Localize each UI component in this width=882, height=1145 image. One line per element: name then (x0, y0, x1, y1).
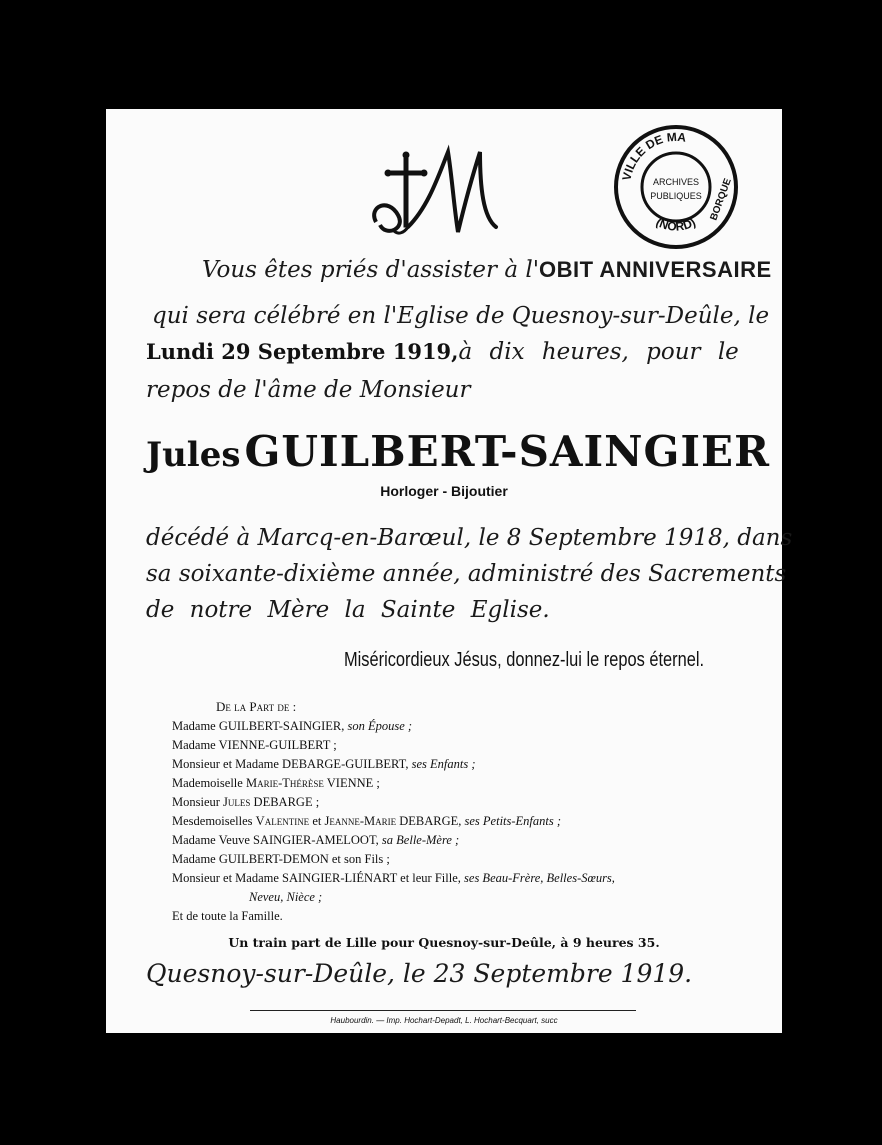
stamp-center-1: ARCHIVES (652, 177, 700, 187)
family-name: Madame VIENNE-GUILBERT ; (172, 738, 337, 752)
family-first-name: Jules (223, 795, 251, 809)
deceased-last-name: GUILBERT-SAINGIER (244, 427, 770, 476)
family-row-1 (172, 719, 412, 734)
family-name: Monsieur et Madame DEBARGE-GUILBERT, (172, 757, 409, 771)
family-name: Monsieur et Madame SAINGIER-LIÉNART et leur Fille, (172, 871, 461, 885)
family-title: Mesdemoiselles (172, 814, 253, 828)
invitation-line-1 (202, 257, 772, 283)
cross-icon (385, 152, 427, 227)
monogram (368, 137, 508, 247)
deceased-name (146, 427, 770, 476)
family-row-4 (172, 776, 380, 791)
obituary-card (106, 109, 793, 1033)
family-row-11: Et de toute la Famille. (172, 909, 283, 923)
family-row-5 (172, 795, 319, 810)
prayer: Miséricordieux Jésus, donnez-lui le repos éternel. (344, 649, 705, 671)
family-row-2 (172, 738, 337, 753)
obit-title: OBIT ANNIVERSAIRE (539, 257, 772, 282)
family-row-9 (172, 871, 615, 886)
invitation-line-3 (146, 339, 739, 365)
family-title: Monsieur (172, 795, 220, 809)
family-title: Mademoiselle (172, 776, 243, 790)
stamp-ring-text: VILLE DE MA (619, 129, 687, 182)
family-row-3 (172, 757, 476, 772)
family-name: DEBARGE ; (253, 795, 320, 809)
family-relation: ses Petits-Enfants ; (464, 814, 562, 828)
family-relation: son Épouse ; (347, 719, 413, 733)
family-name: DEBARGE, (399, 814, 462, 828)
family-first-name: Valentine (255, 814, 310, 828)
deceased-profession: Horloger - Bijoutier (380, 483, 508, 499)
svg-text:(NORD) (654, 215, 698, 234)
family-row-10: Neveu, Nièce ; (249, 890, 323, 904)
family-relation: ses Enfants ; (411, 757, 476, 771)
family-row-8 (172, 852, 390, 867)
stamp-ring-bottom: (NORD) (653, 214, 698, 234)
family-name: VIENNE ; (326, 776, 380, 790)
divider (250, 1010, 636, 1011)
svg-text:VILLE DE MA (619, 130, 687, 182)
train-notice: Un train part de Lille pour Quesnoy-sur-Deûle, à 9 heures 35. (228, 935, 660, 950)
details-line-2: sa soixante-dixième année, administré des Sacrements (146, 561, 787, 587)
details-line-1: décédé à Marcq-en-Barœul, le 8 Septembre 1918, dans (146, 525, 793, 551)
family-conjunction: et (312, 814, 322, 828)
details-line-3: de notre Mère la Sainte Eglise. (146, 597, 550, 623)
family-relation: sa Belle-Mère ; (381, 833, 460, 847)
invitation-text: Vous êtes priés d'assister à l' (202, 257, 540, 283)
invitation-line-4: repos de l'âme de Monsieur (146, 377, 471, 403)
family-relation: ses Beau-Frère, Belles-Sœurs, (464, 871, 615, 885)
family-first-name: Jeanne-Marie (324, 814, 397, 828)
printer-credit: Haubourdin. — Imp. Hochart-Depadt, L. Hochart-Becquart, succ (330, 1016, 558, 1025)
family-row-7 (172, 833, 459, 848)
service-date: Lundi 29 Septembre 1919, (146, 339, 459, 364)
family-first-name: Marie-Thérèse (245, 776, 324, 790)
family-heading: De la Part de : (216, 699, 297, 714)
family-row-6 (172, 814, 561, 829)
place-date: Quesnoy-sur-Deûle, le 23 Septembre 1919. (146, 959, 693, 988)
stamp-ring-text-right: BORQUE (708, 177, 734, 223)
service-time: à dix heures, pour le (458, 339, 739, 365)
stamp-center-2: PUBLIQUES (650, 191, 702, 201)
archives-stamp (612, 123, 740, 251)
deceased-first-name: Jules (146, 435, 241, 475)
family-name: Madame GUILBERT-SAINGIER, (172, 719, 345, 733)
invitation-line-2: qui sera célébré en l'Eglise de Quesnoy-sur-Deûle, le (152, 303, 770, 329)
family-name: Madame Veuve SAINGIER-AMELOOT, (172, 833, 379, 847)
family-name: Madame GUILBERT-DEMON et son Fils ; (172, 852, 390, 866)
